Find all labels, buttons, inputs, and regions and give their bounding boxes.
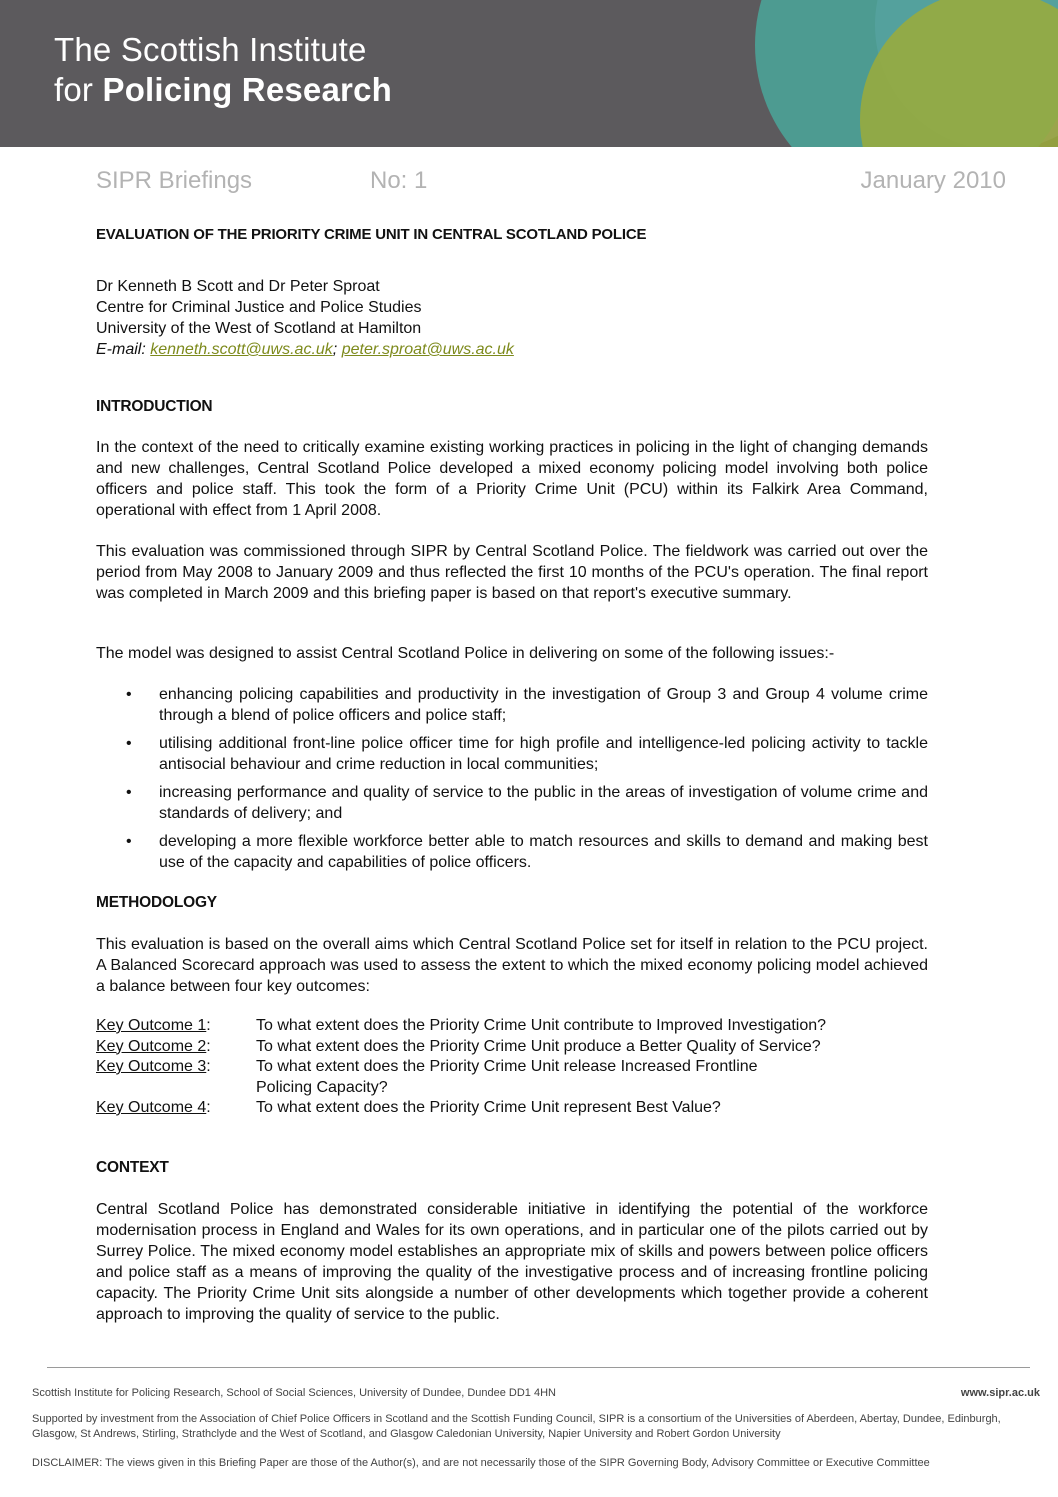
key-outcome-label: Key Outcome 1 bbox=[96, 1017, 207, 1034]
email-label: E-mail: bbox=[96, 341, 146, 358]
methodology-heading: METHODOLOGY bbox=[96, 894, 217, 911]
email-link-scott[interactable]: kenneth.scott@uws.ac.uk bbox=[150, 341, 333, 358]
email-link-sproat[interactable]: peter.sproat@uws.ac.uk bbox=[341, 341, 514, 358]
key-outcome-row: Key Outcome 4: To what extent does the Priority Crime Unit represent Best Value? bbox=[96, 1098, 936, 1119]
author-names: Dr Kenneth B Scott and Dr Peter Sproat bbox=[96, 278, 380, 295]
key-outcome-label: Key Outcome 2 bbox=[96, 1037, 207, 1055]
document-title: EVALUATION OF THE PRIORITY CRIME UNIT IN CENTRAL SCOTLAND POLICE bbox=[96, 226, 647, 243]
briefing-number: No: 1 bbox=[370, 167, 428, 194]
context-heading: CONTEXT bbox=[96, 1159, 169, 1176]
institute-name-line2: for Policing Research bbox=[54, 71, 392, 108]
list-item: • developing a more flexible workforce better able to match resources and skills to demand and making best use of the capacity and capabilities of police officers. bbox=[126, 833, 928, 871]
key-outcome-row: Key Outcome 1: To what extent does the Priority Crime Unit contribute to Improved Investigation? bbox=[96, 1016, 936, 1037]
footer-website[interactable]: www.sipr.ac.uk bbox=[960, 1387, 1040, 1399]
author-block bbox=[96, 276, 514, 360]
key-outcomes-list bbox=[96, 1016, 936, 1119]
bullet-icon: • bbox=[126, 735, 132, 752]
introduction-para-2: This evaluation was commissioned through SIPR by Central Scotland Police. The fieldwork was carried out over the period from May 2008 to January 2009 and thus reflected the first 10 months of the PCU's operation. The final report was completed in March 2009 and this briefing paper is based on that report's executive summary. bbox=[96, 543, 928, 602]
header-banner bbox=[0, 0, 1058, 147]
issues-list bbox=[96, 684, 928, 880]
institute-logo-text bbox=[54, 30, 392, 110]
bullet-icon: • bbox=[126, 833, 132, 850]
institute-name-line1: The Scottish Institute bbox=[54, 31, 367, 68]
context-para: Central Scotland Police has demonstrated considerable initiative in identifying the potential of the workforce modernisation process in England and Wales for its own operations, and in particular one of the pilots carried out by Surrey Police. The mixed economy model establishes an appropriate mix of skills and powers between police officers and police staff as a means of improving the quality of the investigative process and of increasing frontline policing capacity. The Priority Crime Unit sits alongside a number of other developments which together provide a coherent approach to improving the quality of service to the public. bbox=[96, 1201, 928, 1323]
author-university: University of the West of Scotland at Hamilton bbox=[96, 320, 422, 337]
introduction-para-1: In the context of the need to critically examine existing working practices in policing in the light of changing demands and new challenges, Central Scotland Police developed a mixed economy policing model involving both police officers and police staff. This took the form of a Priority Crime Unit (PCU) within its Falkirk Area Command, operational with effect from 1 April 2008. bbox=[96, 439, 928, 519]
methodology-para: This evaluation is based on the overall aims which Central Scotland Police set for itself in relation to the PCU project. A Balanced Scorecard approach was used to assess the extent to which the mixed economy policing model achieved a balance between four key outcomes: bbox=[96, 936, 928, 995]
bullet-icon: • bbox=[126, 784, 132, 801]
list-item: • utilising additional front-line police officer time for high profile and intelligence-led policing activity to tackle antisocial behaviour and crime reduction in local communities; bbox=[126, 735, 928, 773]
key-outcome-text: To what extent does the Priority Crime Unit represent Best Value? bbox=[256, 1099, 721, 1116]
list-item: • increasing performance and quality of service to the public in the areas of investigation of volume crime and standards of delivery; and bbox=[126, 784, 928, 822]
key-outcome-label: Key Outcome 4 bbox=[96, 1099, 207, 1116]
key-outcome-label: Key Outcome 3 bbox=[96, 1058, 207, 1075]
key-outcome-text: To what extent does the Priority Crime Unit release Increased Frontline Policing Capacity? bbox=[256, 1058, 758, 1096]
key-outcome-text: To what extent does the Priority Crime Unit contribute to Improved Investigation? bbox=[256, 1017, 827, 1034]
email-separator: ; bbox=[332, 341, 338, 358]
footer-divider bbox=[47, 1367, 1030, 1368]
key-outcome-text: To what extent does the Priority Crime Unit produce a Better Quality of Service? bbox=[256, 1037, 821, 1055]
key-outcome-row: Key Outcome 3: To what extent does the Priority Crime Unit release Increased Frontline Policing Capacity? bbox=[96, 1057, 936, 1098]
footer-disclaimer: DISCLAIMER: The views given in this Briefing Paper are those of the Author(s), and are not necessarily those of the SIPR Governing Body, Advisory Committee or Executive Committee bbox=[32, 1457, 930, 1469]
key-outcome-row: Key Outcome 2: To what extent does the Priority Crime Unit produce a Better Quality of Service? bbox=[96, 1037, 936, 1058]
introduction-heading: INTRODUCTION bbox=[96, 398, 213, 415]
briefing-date: January 2010 bbox=[860, 167, 1006, 194]
briefing-series: SIPR Briefings bbox=[96, 167, 253, 194]
bullet-icon: • bbox=[126, 686, 132, 703]
introduction-para-3: The model was designed to assist Central Scotland Police in delivering on some of the following issues:- bbox=[96, 645, 835, 662]
author-centre: Centre for Criminal Justice and Police Studies bbox=[96, 299, 422, 316]
list-item: • enhancing policing capabilities and productivity in the investigation of Group 3 and Group 4 volume crime through a blend of police officers and police staff; bbox=[126, 686, 928, 724]
footer-support: Supported by investment from the Association of Chief Police Officers in Scotland and the Scottish Funding Council, SIPR is a consortium of the Universities of Aberdeen, Abertay, Dundee, Edinburgh, Glasgow, St Andrews, Stirling, Strathclyde and the West of Scotland, and Glasgow Caledonian University, Napier University and Robert Gordon University bbox=[32, 1413, 1001, 1440]
footer-address: Scottish Institute for Policing Research, School of Social Sciences, University of Dundee, Dundee DD1 4HN bbox=[32, 1387, 556, 1399]
author-emails bbox=[96, 339, 514, 360]
